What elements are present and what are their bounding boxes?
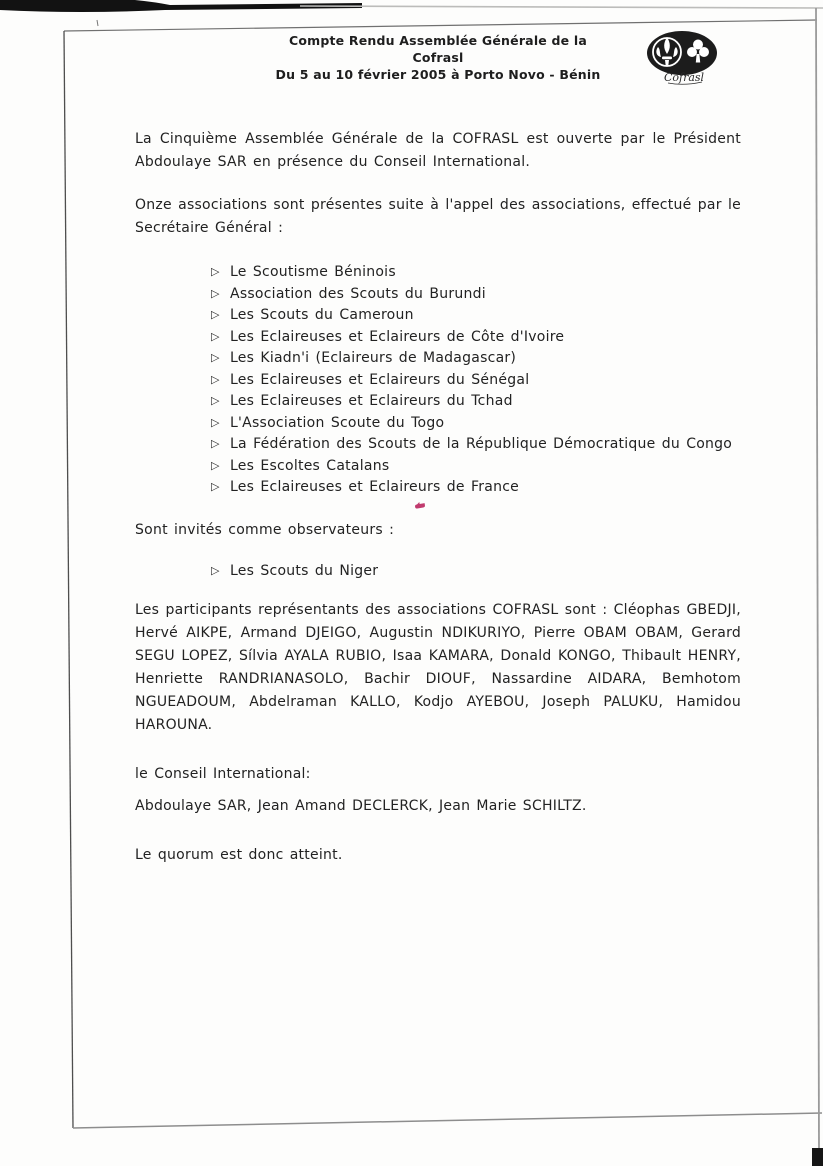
- associations-list: [135, 262, 741, 499]
- header-title-line1: Compte Rendu Assemblée Générale de la Cofrasl: [288, 33, 588, 65]
- list-item: [211, 413, 741, 435]
- arrow-bullet-icon: ▷: [211, 458, 220, 472]
- page-border-bottom: [73, 1113, 822, 1128]
- arrow-bullet-icon: ▷: [211, 480, 220, 493]
- arrow-bullet-icon: ▷: [211, 286, 220, 300]
- list-item: [211, 305, 741, 327]
- list-item: [211, 456, 741, 478]
- arrow-bullet-icon: ▷: [211, 563, 220, 577]
- bottom-right-blob: [812, 1148, 823, 1166]
- paragraph-council-heading: le Conseil International:: [135, 766, 311, 782]
- paragraph-quorum: Le quorum est donc atteint.: [135, 847, 343, 863]
- association-name: Les Eclaireuses et Eclaireurs du Tchad: [230, 393, 513, 409]
- page-border-right: [816, 8, 819, 1152]
- arrow-bullet-icon: ▷: [211, 308, 220, 321]
- top-edge-faint-line: [300, 6, 823, 8]
- paragraph-observers-heading: Sont invités comme observateurs :: [135, 521, 395, 538]
- header-title-line2: Du 5 au 10 février 2005 à Porto Novo - Bénin: [275, 67, 601, 82]
- arrow-bullet-icon: ▷: [211, 265, 220, 278]
- list-item: [211, 434, 741, 456]
- paragraph-roll-call: Onze associations sont présentes suite à l'appel des associations, effectué par le Secrétaire Général :: [135, 197, 741, 236]
- association-name: Les Escoltes Catalans: [230, 457, 390, 474]
- list-item: [211, 561, 741, 583]
- observers-list: [135, 561, 741, 583]
- cofrasl-logo: [642, 28, 722, 88]
- document-header: [268, 32, 608, 83]
- page-border-left: [64, 31, 73, 1128]
- list-item: [211, 477, 741, 499]
- top-edge-smudge: [0, 0, 362, 12]
- list-item: [211, 370, 741, 392]
- association-name: La Fédération des Scouts de la République Démocratique du Congo: [230, 436, 733, 452]
- document-body: [135, 128, 741, 867]
- arrow-bullet-icon: ▷: [211, 372, 220, 386]
- paragraph-opening: La Cinquième Assemblée Générale de la COFRASL est ouverte par le Président Abdoulaye SAR en présence du Conseil International.: [135, 131, 741, 170]
- list-item: [211, 391, 741, 413]
- association-name: Les Eclaireuses et Eclaireurs du Sénégal: [230, 371, 530, 388]
- association-name: Les Eclaireuses et Eclaireurs de Côte d'Ivoire: [230, 328, 565, 345]
- paragraph-participants: Les participants représentants des associations COFRASL sont : Cléophas GBEDJI, Hervé AIKPE, Armand DJEIGO, Augustin NDIKURIYO, Pierre OBAM OBAM, Gerard SEGU LOPEZ, Sílvia AYALA RUBIO, Isaa KAMARA, Donald KONGO, Thibault HENRY, Henriette RANDRIANASOLO, Bachir DIOUF, Nassardine AIDARA, Bemhotom NGUEADOUM, Abdelraman KALLO, Kodjo AYEBOU, Joseph PALUKU, Hamidou HAROUNA.: [135, 602, 741, 733]
- paragraph-council-members: Abdoulaye SAR, Jean Amand DECLERCK, Jean Marie SCHILTZ.: [135, 798, 587, 814]
- arrow-bullet-icon: ▷: [211, 437, 220, 450]
- logo-script-label: Cofrasl: [663, 71, 705, 84]
- association-name: L'Association Scoute du Togo: [230, 414, 445, 431]
- arrow-bullet-icon: ▷: [211, 394, 220, 407]
- arrow-bullet-icon: ▷: [211, 329, 220, 343]
- association-name: Association des Scouts du Burundi: [230, 285, 486, 302]
- association-name: Les Eclaireuses et Eclaireurs de France: [230, 479, 520, 495]
- arrow-bullet-icon: ▷: [211, 351, 220, 364]
- list-item: [211, 348, 741, 370]
- list-item: [211, 262, 741, 284]
- list-item: [211, 327, 741, 349]
- arrow-bullet-icon: ▷: [211, 415, 220, 429]
- list-item: [211, 284, 741, 306]
- corner-tick: [97, 20, 98, 26]
- observer-name: Les Scouts du Niger: [230, 562, 379, 579]
- association-name: Le Scoutisme Béninois: [230, 264, 396, 280]
- association-name: Les Kiadn'i (Eclaireurs de Madagascar): [230, 350, 517, 366]
- association-name: Les Scouts du Cameroun: [230, 307, 414, 323]
